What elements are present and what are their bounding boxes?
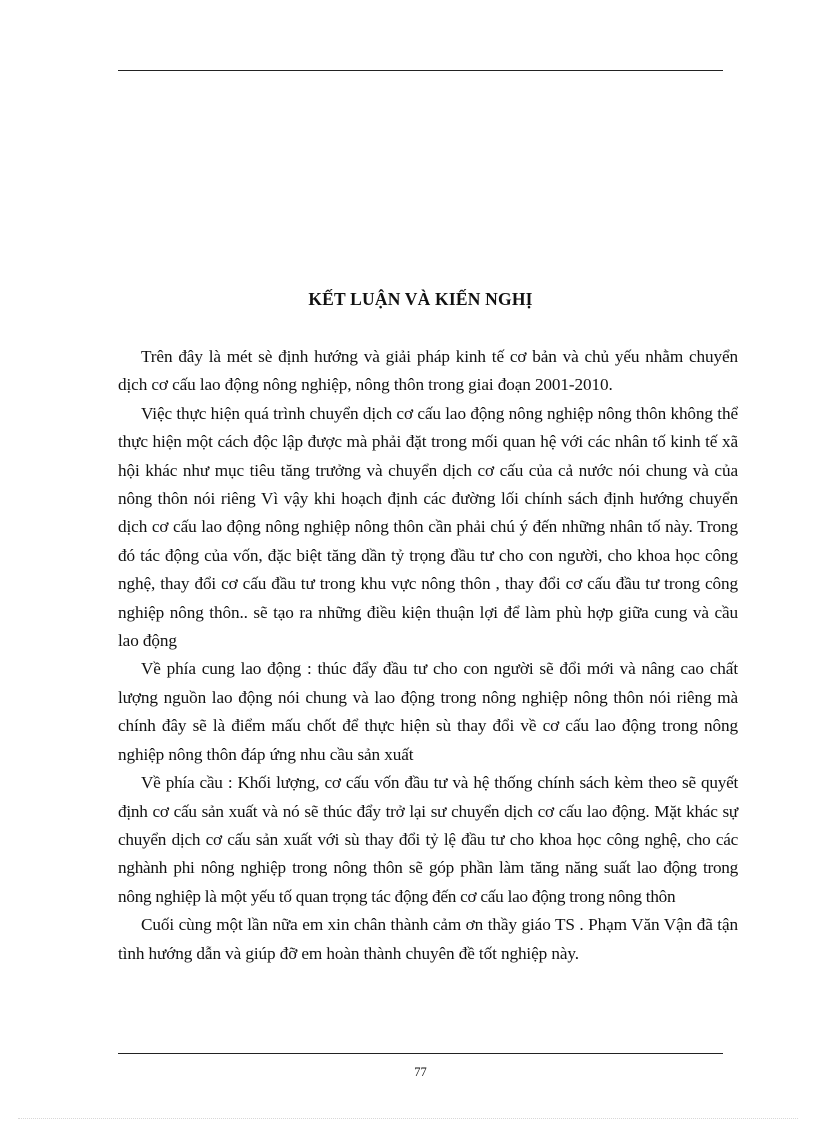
footer-rule [118,1053,723,1054]
paragraph-acknowledgement: Cuối cùng một lần nữa em xin chân thành cảm ơn thầy giáo TS . Phạm Văn Vận đã tận tình hướng dẫn và giúp đỡ em hoàn thành chuyên đề tốt nghiệp này. [118,915,738,963]
paragraph-implementation: Việc thực hiện quá trình chuyển dịch cơ cấu lao động nông nghiệp nông thôn không thể thực hiện một cách độc lập được mà phải đặt trong mối quan hệ với các nhân tố kinh tế xã hội khác như mục tiêu tăng trưởng và chuyển dịch cơ cấu của cả nước nói chung và của nông thôn nói riêng Vì vậy khi hoạch định các đường lối chính sách định hướng chuyển dịch cơ cấu lao động nông nghiệp nông thôn cần phải chú ý đến những nhân tố này. Trong đó tác động của vốn, đặc biệt tăng dần tỷ trọng đầu tư cho con người, cho khoa học công nghệ, thay đổi cơ cấu đầu tư trong khu vực nông thôn , thay đổi cơ cấu đầu tư trong công nghiệp nông thôn.. sẽ tạo ra những điều kiện thuận lợi để làm phù hợp giữa cung và cầu lao động [118,403,738,651]
header-rule [118,70,723,71]
document-body [118,343,738,968]
section-title: KẾT LUẬN VÀ KIẾN NGHỊ [308,289,533,309]
page-edge-divider [18,1118,798,1119]
paragraph-supply-side: Về phía cung lao động : thúc đẩy đầu tư cho con người sẽ đổi mới và nâng cao chất lượng nguồn lao động nói chung và lao động trong nông nghiệp nông thôn nói riêng mà chính đây sẽ là điểm mấu chốt để thực hiện sù thay đổi về cơ cấu lao động trong nông nghiệp nông thôn đáp ứng nhu cầu sản xuất [118,659,738,764]
paragraph-demand-side: Về phía cầu : Khối lượng, cơ cấu vốn đầu tư và hệ thống chính sách kèm theo sẽ quyết định cơ cấu sản xuất và nó sẽ thúc đẩy trở lại sư chuyển dịch cơ cấu lao động. Mặt khác sự chuyển dịch cơ cấu sản xuất với sù thay đổi tỷ lệ đầu tư cho khoa học công nghệ, cho các nghành phi nông nghiệp trong nông thôn sẽ góp phần làm tăng năng suất lao động trong nông nghiệp là một yếu tố quan trọng tác động đến cơ cấu lao động trong nông thôn [118,773,738,906]
page-number: 77 [414,1065,427,1079]
paragraph-intro: Trên đây là mét sè định hướng và giải pháp kinh tế cơ bản và chủ yếu nhằm chuyển dịch cơ cấu lao động nông nghiệp, nông thôn trong giai đoạn 2001-2010. [118,347,738,395]
